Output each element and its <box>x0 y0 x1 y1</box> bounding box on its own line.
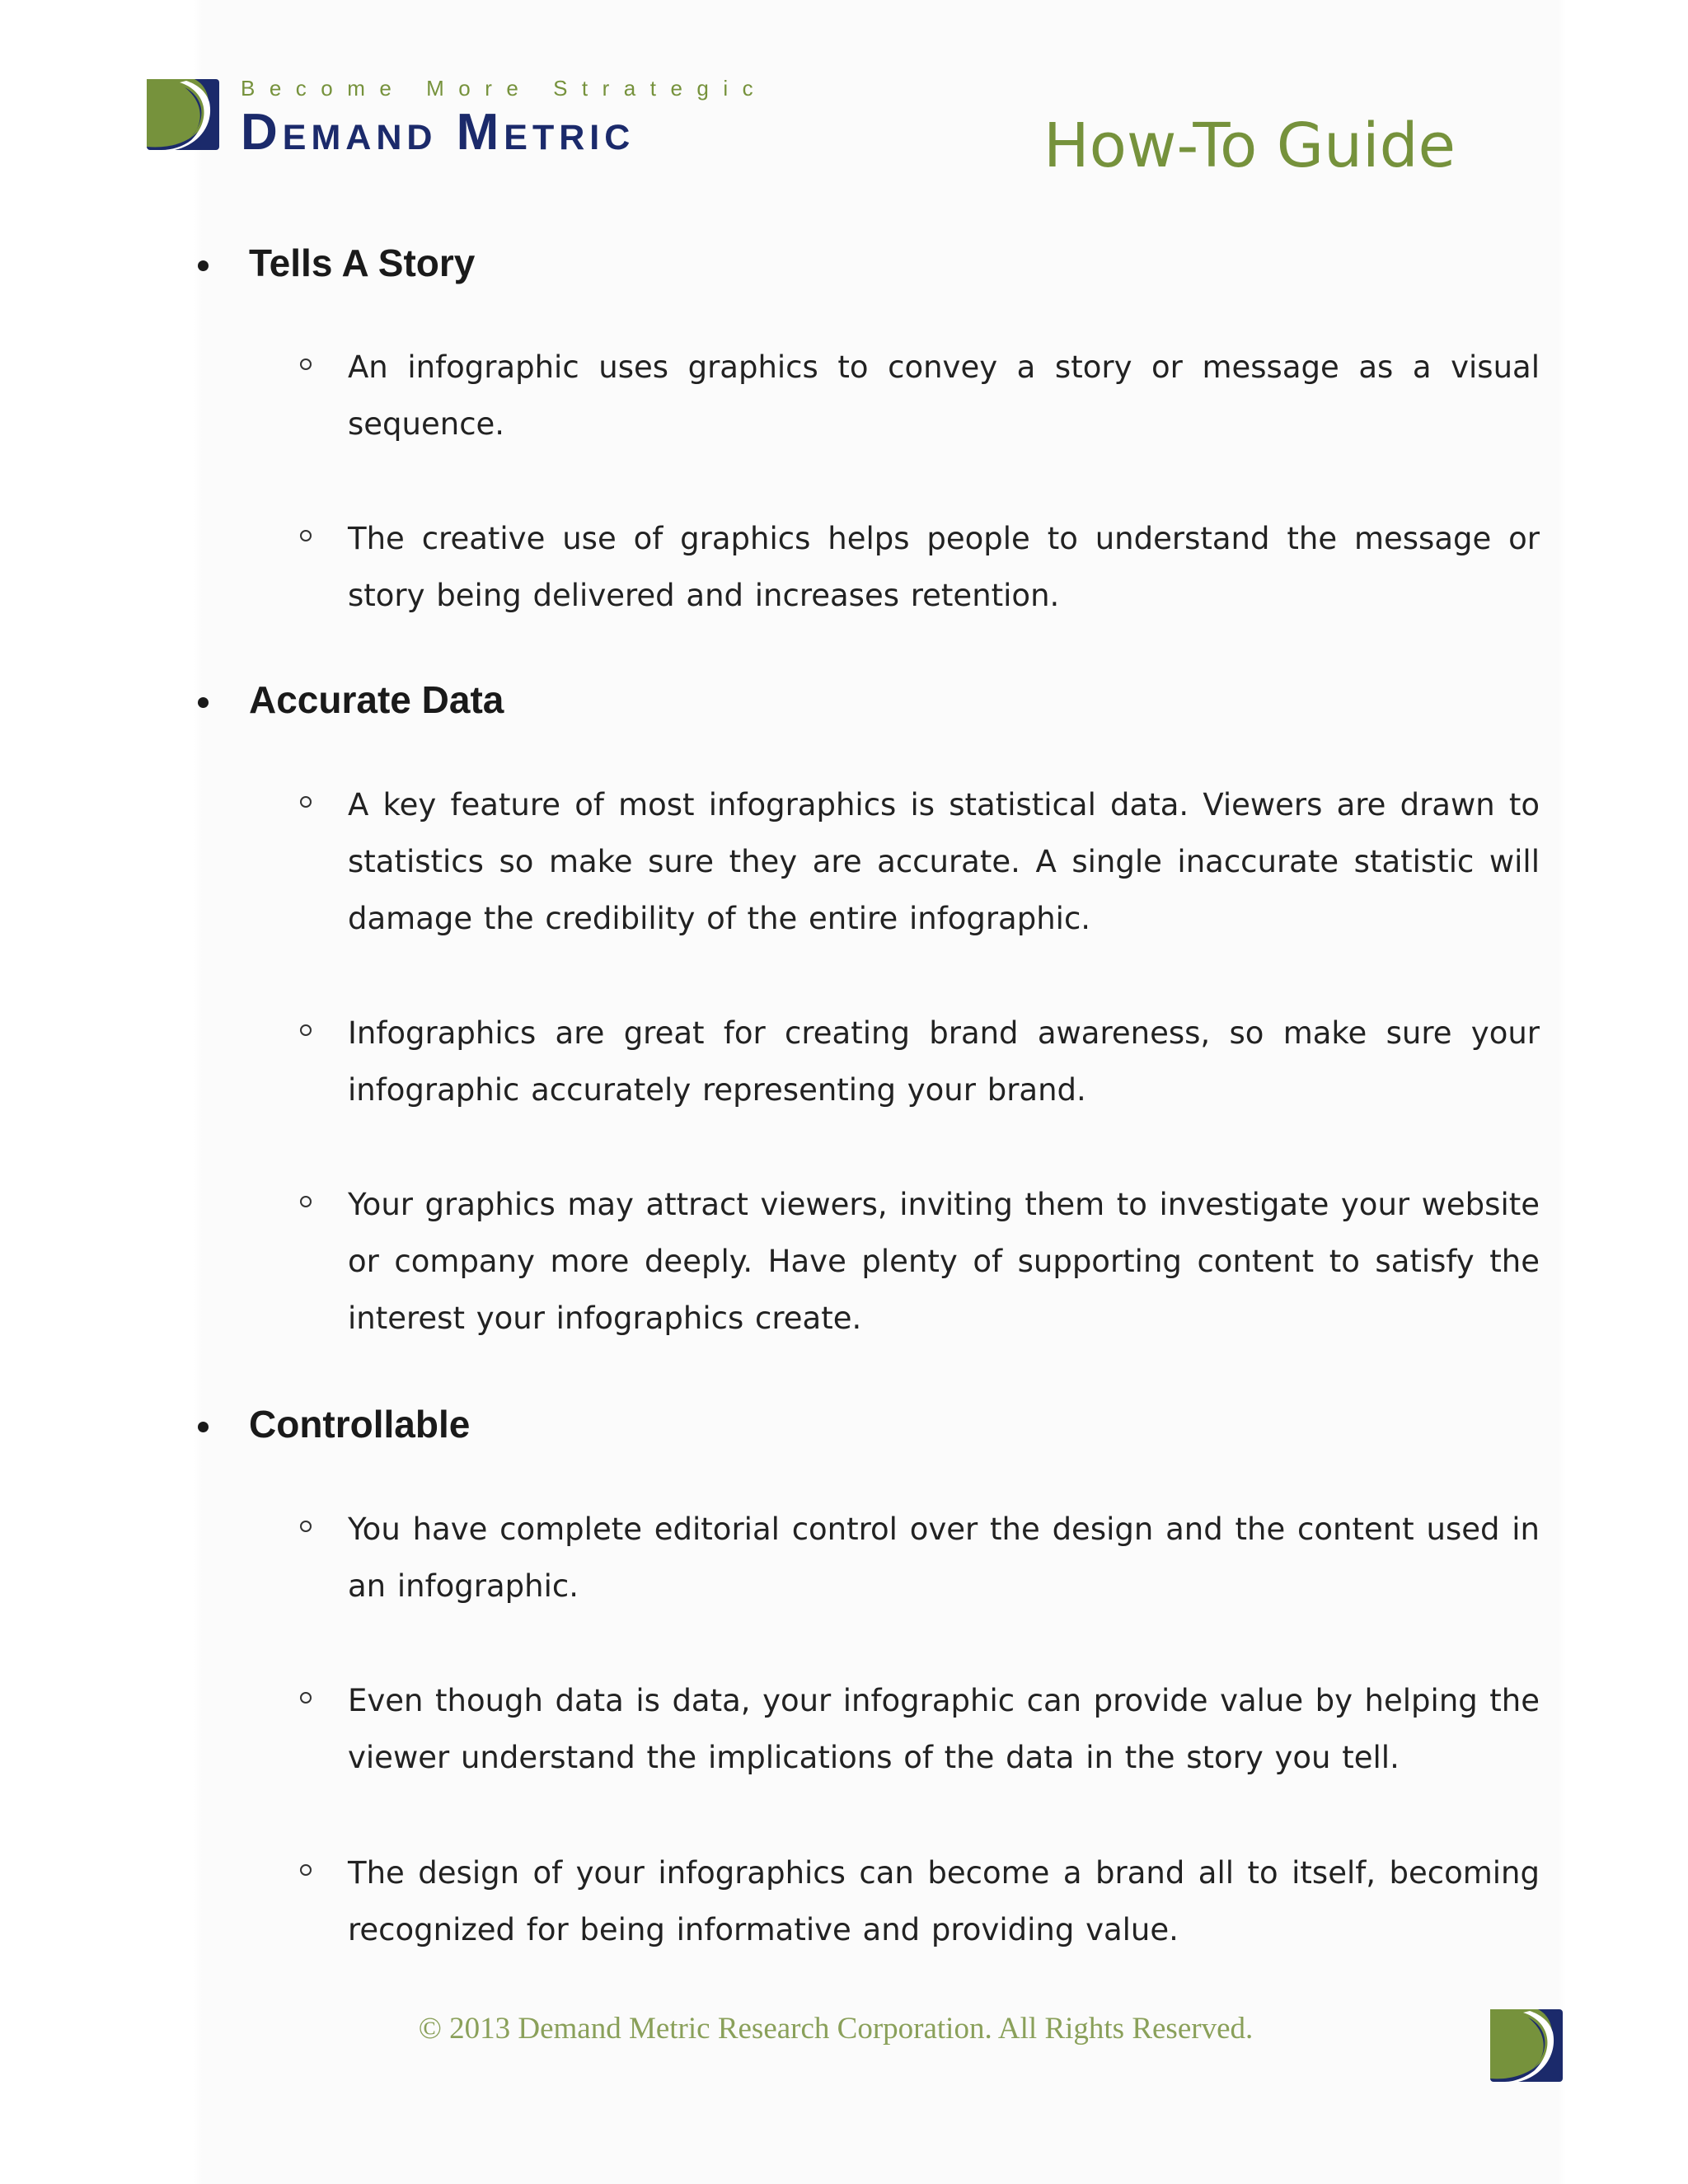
brand-name: Demand Metric <box>241 104 635 161</box>
demand-metric-logo-mark-icon <box>147 79 219 150</box>
brand-tagline: Become More Strategic <box>241 76 768 101</box>
bullet-icon <box>198 697 209 708</box>
list-item-text: A key feature of most infographics is statistical data. Viewers are drawn to statistics so make sure they are accurate. A single inaccurate statistic will damage the credibility of the entire infographic. <box>348 787 1540 936</box>
list-item-text: Even though data is data, your infographic can provide value by helping the viewer understand the implications of the data in the story you tell. <box>348 1683 1540 1775</box>
list-item-text: The creative use of graphics helps people to understand the message or story being delivered and increases retention. <box>348 521 1540 613</box>
footer-copyright <box>0 2011 1688 2046</box>
hollow-bullet-icon <box>300 796 312 808</box>
section-heading-text: Controllable <box>249 1403 471 1446</box>
hollow-bullet-icon <box>300 1521 312 1532</box>
hollow-bullet-icon <box>300 1024 312 1036</box>
hollow-bullet-icon <box>300 1692 312 1704</box>
hollow-bullet-icon <box>300 530 312 541</box>
copyright-text: © 2013 Demand Metric Research Corporation. All Rights Reserved. <box>418 2012 1254 2046</box>
demand-metric-footer-logo-icon <box>1490 2009 1563 2082</box>
hollow-bullet-icon <box>300 1196 312 1207</box>
list-item-text: Infographics are great for creating brand awareness, so make sure your infographic accurately representing your brand. <box>348 1015 1540 1108</box>
section-heading-text: Tells A Story <box>249 241 476 284</box>
hollow-bullet-icon <box>300 359 312 370</box>
demand-metric-logo <box>147 76 806 161</box>
list-item-text: You have complete editorial control over the design and the content used in an infographic. <box>348 1511 1540 1604</box>
list-item-text: The design of your infographics can become a brand all to itself, becoming recognized for being informative and providing value. <box>348 1855 1540 1947</box>
list-item-text: Your graphics may attract viewers, inviting them to investigate your website or company more deeply. Have plenty of supporting content to satisfy the interest your infographics create. <box>348 1187 1540 1336</box>
bullet-icon <box>198 1422 209 1432</box>
section-heading-text: Accurate Data <box>249 678 504 721</box>
hollow-bullet-icon <box>300 1864 312 1876</box>
guide-title: How-To Guide <box>1043 110 1456 181</box>
bullet-icon <box>198 260 209 271</box>
list-item-text: An infographic uses graphics to convey a story or message as a visual sequence. <box>348 349 1540 442</box>
